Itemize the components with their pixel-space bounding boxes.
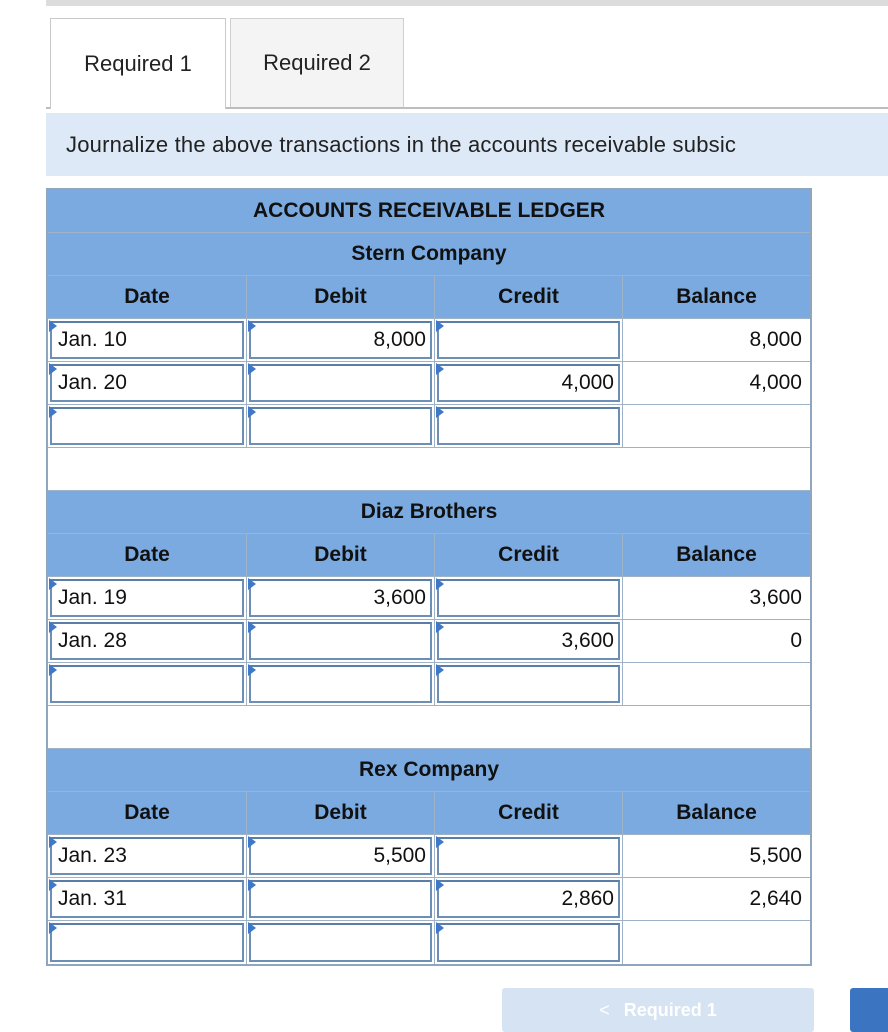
tab-bar (46, 18, 888, 109)
entry-marker-icon (49, 406, 57, 418)
entry-marker-icon (248, 664, 256, 676)
col-header-date: Date (48, 534, 247, 576)
account-name: Rex Company (48, 749, 810, 792)
entry-marker-icon (248, 879, 256, 891)
entry-marker-icon (436, 578, 444, 590)
accounts-receivable-ledger (46, 188, 812, 966)
entry-marker-icon (436, 879, 444, 891)
tab-required-1[interactable]: Required 1 (50, 18, 226, 109)
ledger-row (48, 663, 810, 706)
balance-value: 4,000 (749, 371, 802, 394)
debit-input[interactable] (249, 622, 432, 660)
col-header-debit: Debit (247, 792, 435, 834)
credit-input[interactable] (437, 407, 620, 445)
debit-input[interactable] (249, 364, 432, 402)
date-input[interactable]: Jan. 23 (50, 837, 244, 875)
entry-marker-icon (49, 578, 57, 590)
balance-value: 0 (790, 629, 802, 652)
date-input[interactable] (50, 923, 244, 962)
col-header-balance: Balance (623, 792, 810, 834)
debit-input[interactable] (249, 665, 432, 703)
column-header-row (48, 792, 810, 835)
col-header-credit: Credit (435, 276, 623, 318)
column-header-row (48, 534, 810, 577)
date-input[interactable]: Jan. 20 (50, 364, 244, 402)
debit-input[interactable]: 5,500 (249, 837, 432, 875)
entry-marker-icon (248, 363, 256, 375)
credit-input[interactable] (437, 321, 620, 359)
ledger-row (48, 577, 810, 620)
debit-input[interactable] (249, 880, 432, 918)
entry-marker-icon (436, 363, 444, 375)
account-spacer (48, 448, 810, 491)
col-header-credit: Credit (435, 792, 623, 834)
ledger-row (48, 362, 810, 405)
balance-value: 8,000 (749, 328, 802, 351)
entry-marker-icon (49, 922, 57, 934)
next-button[interactable] (850, 988, 888, 1032)
entry-marker-icon (49, 363, 57, 375)
entry-marker-icon (49, 836, 57, 848)
balance-value: 3,600 (749, 586, 802, 609)
credit-input[interactable] (437, 665, 620, 703)
entry-marker-icon (248, 320, 256, 332)
col-header-balance: Balance (623, 276, 810, 318)
account-name: Stern Company (48, 233, 810, 276)
debit-input[interactable]: 3,600 (249, 579, 432, 617)
entry-marker-icon (436, 922, 444, 934)
col-header-date: Date (48, 792, 247, 834)
ledger-row (48, 878, 810, 921)
credit-input[interactable] (437, 923, 620, 962)
account-spacer (48, 706, 810, 749)
entry-marker-icon (49, 320, 57, 332)
debit-input[interactable] (249, 923, 432, 962)
credit-input[interactable] (437, 837, 620, 875)
col-header-balance: Balance (623, 534, 810, 576)
col-header-credit: Credit (435, 534, 623, 576)
ledger-title: ACCOUNTS RECEIVABLE LEDGER (48, 190, 810, 233)
prev-button-label: Required 1 (623, 999, 717, 1020)
chevron-left-icon: < (599, 999, 610, 1020)
entry-marker-icon (436, 621, 444, 633)
date-input[interactable]: Jan. 10 (50, 321, 244, 359)
prev-required-button[interactable] (502, 988, 814, 1032)
instruction-banner (46, 113, 888, 176)
entry-marker-icon (436, 406, 444, 418)
column-header-row (48, 276, 810, 319)
account-name: Diaz Brothers (48, 491, 810, 534)
col-header-debit: Debit (247, 534, 435, 576)
entry-marker-icon (248, 406, 256, 418)
entry-marker-icon (248, 621, 256, 633)
credit-input[interactable]: 4,000 (437, 364, 620, 402)
entry-marker-icon (49, 664, 57, 676)
debit-input[interactable]: 8,000 (249, 321, 432, 359)
col-header-date: Date (48, 276, 247, 318)
ledger-row (48, 921, 810, 964)
entry-marker-icon (248, 922, 256, 934)
entry-marker-icon (49, 879, 57, 891)
entry-marker-icon (49, 621, 57, 633)
balance-value: 5,500 (749, 844, 802, 867)
col-header-debit: Debit (247, 276, 435, 318)
tab-required-2[interactable]: Required 2 (230, 18, 404, 107)
date-input[interactable]: Jan. 19 (50, 579, 244, 617)
ledger-row (48, 835, 810, 878)
debit-input[interactable] (249, 407, 432, 445)
date-input[interactable] (50, 665, 244, 703)
date-input[interactable]: Jan. 31 (50, 880, 244, 918)
ledger-row (48, 405, 810, 448)
date-input[interactable] (50, 407, 244, 445)
ledger-row (48, 319, 810, 362)
credit-input[interactable]: 2,860 (437, 880, 620, 918)
entry-marker-icon (436, 836, 444, 848)
date-input[interactable]: Jan. 28 (50, 622, 244, 660)
entry-marker-icon (436, 664, 444, 676)
credit-input[interactable]: 3,600 (437, 622, 620, 660)
top-divider (46, 0, 888, 6)
entry-marker-icon (436, 320, 444, 332)
balance-value: 2,640 (749, 887, 802, 910)
ledger-row (48, 620, 810, 663)
entry-marker-icon (248, 836, 256, 848)
entry-marker-icon (248, 578, 256, 590)
credit-input[interactable] (437, 579, 620, 617)
instruction-text: Journalize the above transactions in the accounts receivable subsic (66, 131, 737, 157)
